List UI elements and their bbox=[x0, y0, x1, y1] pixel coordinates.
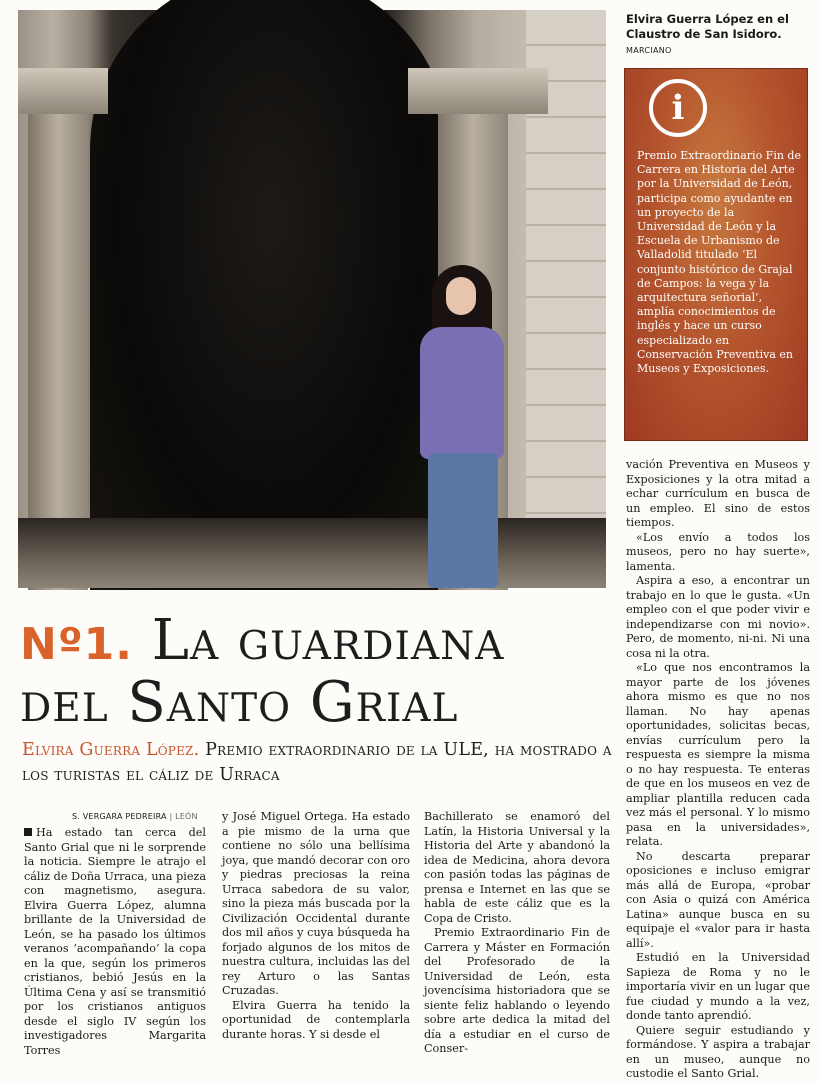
cloister-floor bbox=[18, 518, 606, 588]
photo-credit: MARCIANO bbox=[626, 46, 672, 55]
body-column-2 bbox=[222, 810, 410, 1042]
article-photo bbox=[18, 10, 606, 588]
column-capital-right bbox=[408, 68, 548, 114]
paragraph: «Los envío a todos los museos, pero no hay suerte», lamenta. bbox=[626, 530, 810, 573]
paragraph: y José Miguel Ortega. Ha estado a pie mismo de la urna que contiene no sólo una bellísima joya, que mandó decorar con oro y piedras preciosas la reina Urraca sabedora de su valor, sino la pieza más buscada por la Civilización Occidental durante dos mil años y cuya búsqueda ha forjado algunos de los mitos de nuestra cultura, incluidas las del rey Arturo o las Santas Cruzadas. bbox=[222, 810, 410, 997]
lead-square-icon bbox=[24, 828, 32, 836]
column-capital-left bbox=[18, 68, 108, 114]
byline bbox=[72, 812, 198, 821]
headline-number: Nº1. bbox=[20, 619, 133, 670]
subhead-text: Premio extraordinario de la ULE, ha mostrado a los turistas el cáliz de Urraca bbox=[22, 740, 612, 785]
headline bbox=[20, 608, 620, 735]
paragraph: Aspira a eso, a encontrar un trabajo en lo que le gusta. «Un empleo con el que poder vivir e independizarse con mi novio». Pero, de momento, ni-ni. Ni una cosa ni la otra. bbox=[626, 574, 810, 660]
body-column-3 bbox=[424, 810, 610, 1057]
info-box-text: Premio Extraordinario Fin de Carrera en Historia del Arte por la Universidad de León, participa como ayudante en un proyecto de la Universidad de León y la Escuela de Urbanismo de Valladolid titulado ‘El conjunto histórico de Grajal de Campos: la vega y la arquitectura señorial’, amplía conocimientos de inglés y hace un curso especializado en Conservación Preventiva en Museos y Exposiciones. bbox=[637, 149, 801, 376]
body-column-4 bbox=[626, 458, 810, 1082]
headline-text-1: La guardiana bbox=[151, 608, 505, 673]
byline-author: S. VERGARA PEDREIRA bbox=[72, 812, 167, 821]
paragraph: Premio Extraordinario Fin de Carrera y Máster en Formación del Profesorado de la Universidad de León, esta jovencísima historiadora que se siente feliz hablando o leyendo sobre arte dedica la mitad del día a estudiar en el curso de Conser- bbox=[424, 926, 610, 1055]
paragraph: Estudió en la Universidad Sapieza de Roma y no le importaría vivir en un lugar que fue ciudad y mundo a la vez, donde tanto aprendió. bbox=[626, 951, 810, 1022]
paragraph-text: Ha estado tan cerca del Santo Grial que ni le sorprende la noticia. Siempre le atrajo el cáliz de Doña Urraca, una pieza con magnetismo, asegura. Elvira Guerra López, alumna brillante de la Universidad de León, se ha pasado los últimos veranos ‘acompañando’ la copa en la que, según los primeros cristianos, bebió Jesús en la Última Cena y así se transmitió por los cristianos antiguos desde el siglo IV según los investigadores Margarita Torres bbox=[24, 826, 206, 1057]
paragraph: Bachillerato se enamoró del Latín, la Historia Universal y la Historia del Arte y abandonó la idea de Medicina, ahora devora con pasión todas las páginas de prensa e Internet en las que se habla de este cáliz que es la Copa de Cristo. bbox=[424, 810, 610, 925]
figure-jeans bbox=[428, 453, 498, 588]
figure-face bbox=[446, 277, 476, 315]
dark-archway bbox=[90, 0, 450, 590]
paragraph: Quiere seguir estudiando y formándose. Y aspira a trabajar en un museo, aunque no custodie el Santo Grial. bbox=[626, 1023, 810, 1080]
woman-figure bbox=[410, 265, 510, 588]
paragraph bbox=[24, 826, 206, 1058]
byline-location: LEÓN bbox=[175, 812, 198, 821]
paragraph: «Lo que nos encontramos la mayor parte de los jóvenes ahora mismo es que no nos llaman. No hay apenas oportunidades, solicitas becas, envías currículum pero la respuesta es siempre la misma o no hay respuesta. Te enteras de que en los museos en vez de ampliar plantilla reducen cada vez más el personal. Y lo mismo pasa en la universidades», relata. bbox=[626, 661, 810, 848]
headline-line-2: del Santo Grial bbox=[20, 670, 459, 735]
paragraph: Elvira Guerra ha tenido la oportunidad de contemplarla durante horas. Y si desde el bbox=[222, 998, 410, 1041]
subheadline bbox=[22, 738, 622, 788]
info-icon: i bbox=[649, 79, 707, 137]
headline-line-1 bbox=[20, 608, 620, 674]
info-box bbox=[624, 68, 808, 441]
photo-caption: Elvira Guerra López en el Claustro de San Isidoro. bbox=[626, 12, 789, 41]
paragraph: vación Preventiva en Museos y Exposiciones y la otra mitad a echar currículum en busca de un empleo. El sino de estos tiempos. bbox=[626, 458, 810, 529]
paragraph: No descarta preparar oposiciones e incluso emigrar más allá de Europa, «probar con Asia o quizá con América Latina» aunque busca en su equipaje el «valor para ir hasta allí». bbox=[626, 849, 810, 950]
stone-column-left bbox=[28, 70, 88, 590]
subhead-name: Elvira Guerra López. bbox=[22, 740, 200, 760]
byline-separator: | bbox=[169, 812, 176, 821]
figure-shirt bbox=[420, 327, 504, 459]
body-column-1 bbox=[24, 826, 206, 1058]
